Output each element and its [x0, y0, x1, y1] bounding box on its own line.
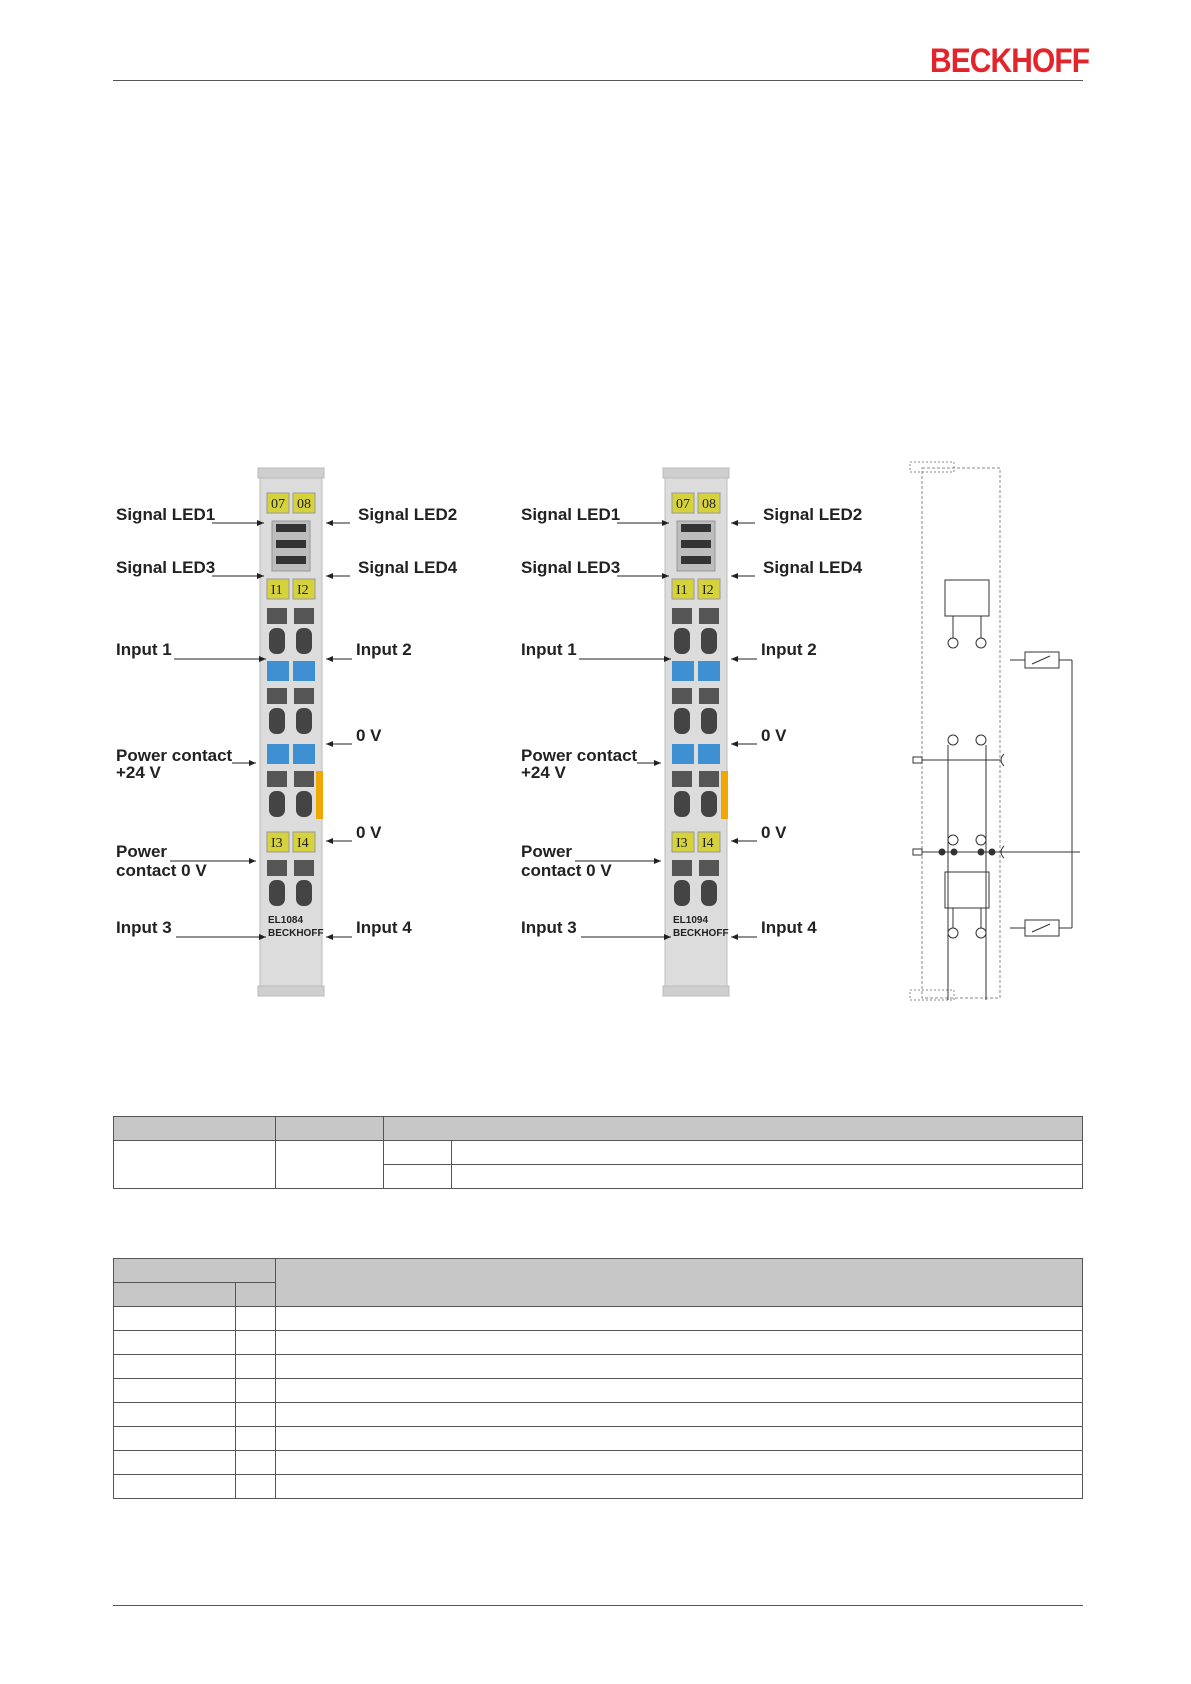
label-power-contact-24v-value: +24 V — [116, 763, 161, 782]
table-header-cell — [114, 1117, 276, 1141]
label-signal-led1: Signal LED1 — [521, 505, 621, 524]
wiring-schematic — [910, 462, 1080, 1000]
table-cell — [276, 1307, 1083, 1331]
label-signal-led2: Signal LED2 — [763, 505, 863, 524]
table-row — [114, 1379, 1083, 1403]
pin-assignment-table — [113, 1258, 1083, 1499]
label-power-contact-0v: Power — [116, 842, 168, 861]
label-signal-led2: Signal LED2 — [358, 505, 458, 524]
label-power-contact-0v: Power — [521, 842, 573, 861]
label-input-1: Input 1 — [116, 640, 172, 659]
table-cell — [276, 1451, 1083, 1475]
table-row — [114, 1475, 1083, 1499]
terminal-el1094 — [521, 468, 863, 996]
label-signal-led3: Signal LED3 — [521, 558, 621, 577]
label-signal-led4: Signal LED4 — [358, 558, 458, 577]
table-header-cell — [236, 1283, 276, 1307]
table-row — [114, 1355, 1083, 1379]
table-cell — [452, 1141, 1083, 1165]
label-0v-b: 0 V — [761, 823, 787, 842]
table-cell — [114, 1141, 276, 1189]
label-signal-led4: Signal LED4 — [763, 558, 863, 577]
brand-logo: BECKHOFF — [930, 42, 1090, 80]
footer-rule — [113, 1605, 1083, 1606]
table-cell — [114, 1427, 236, 1451]
terminal-brand: BECKHOFF — [268, 928, 324, 939]
label-signal-led1: Signal LED1 — [116, 505, 216, 524]
label-power-contact-0v-value: contact 0 V — [521, 861, 612, 880]
model-label: EL1094 — [673, 915, 709, 926]
led-label-i1: I1 — [271, 583, 283, 598]
table-cell — [114, 1331, 236, 1355]
label-input-3: Input 3 — [521, 918, 577, 937]
table-row — [114, 1331, 1083, 1355]
table-cell — [276, 1427, 1083, 1451]
led-description-table — [113, 1116, 1083, 1189]
terminal-brand: BECKHOFF — [673, 928, 729, 939]
table-header-cell — [384, 1117, 1083, 1141]
table-cell — [384, 1141, 452, 1165]
table-cell — [276, 1475, 1083, 1499]
led-label-i4: I4 — [297, 836, 309, 851]
table-header-row — [114, 1259, 1083, 1283]
table-cell — [236, 1451, 276, 1475]
table-cell — [276, 1355, 1083, 1379]
led-label-07: 07 — [676, 497, 690, 512]
label-input-2: Input 2 — [356, 640, 412, 659]
header-rule — [113, 80, 1083, 81]
table-cell — [276, 1331, 1083, 1355]
terminal-connection-figure — [110, 460, 1080, 1020]
label-power-contact-24v: Power contact — [116, 746, 233, 765]
led-label-i3: I3 — [676, 836, 688, 851]
label-0v-a: 0 V — [356, 726, 382, 745]
table-cell — [114, 1307, 236, 1331]
led-label-07: 07 — [271, 497, 285, 512]
led-label-i4: I4 — [702, 836, 714, 851]
table-header-row — [114, 1117, 1083, 1141]
table-cell — [114, 1451, 236, 1475]
table-header-cell — [114, 1259, 276, 1283]
table-cell — [276, 1379, 1083, 1403]
led-label-08: 08 — [702, 497, 716, 512]
table-cell — [384, 1165, 452, 1189]
led-label-i2: I2 — [297, 583, 309, 598]
label-0v-b: 0 V — [356, 823, 382, 842]
table-cell — [236, 1355, 276, 1379]
table-row — [114, 1427, 1083, 1451]
terminal-el1084 — [116, 468, 458, 996]
table-cell — [236, 1379, 276, 1403]
model-label: EL1084 — [268, 915, 304, 926]
table-row — [114, 1451, 1083, 1475]
label-input-4: Input 4 — [356, 918, 412, 937]
table-cell — [114, 1379, 236, 1403]
led-label-08: 08 — [297, 497, 311, 512]
table-cell — [236, 1403, 276, 1427]
table-cell — [236, 1427, 276, 1451]
label-input-1: Input 1 — [521, 640, 577, 659]
label-input-3: Input 3 — [116, 918, 172, 937]
table-row — [114, 1403, 1083, 1427]
label-signal-led3: Signal LED3 — [116, 558, 216, 577]
led-label-i1: I1 — [676, 583, 688, 598]
led-label-i3: I3 — [271, 836, 283, 851]
label-input-4: Input 4 — [761, 918, 817, 937]
led-label-i2: I2 — [702, 583, 714, 598]
table-cell — [236, 1307, 276, 1331]
table-cell — [236, 1331, 276, 1355]
table-cell — [236, 1475, 276, 1499]
table-cell — [276, 1141, 384, 1189]
label-power-contact-24v: Power contact — [521, 746, 638, 765]
table-cell — [452, 1165, 1083, 1189]
table-row — [114, 1141, 1083, 1165]
table-cell — [276, 1403, 1083, 1427]
table-cell — [114, 1403, 236, 1427]
label-input-2: Input 2 — [761, 640, 817, 659]
table-cell — [114, 1475, 236, 1499]
table-header-cell — [276, 1259, 1083, 1307]
table-header-cell — [114, 1283, 236, 1307]
label-power-contact-0v-value: contact 0 V — [116, 861, 207, 880]
table-cell — [114, 1355, 236, 1379]
table-header-cell — [276, 1117, 384, 1141]
table-row — [114, 1307, 1083, 1331]
label-power-contact-24v-value: +24 V — [521, 763, 566, 782]
label-0v-a: 0 V — [761, 726, 787, 745]
